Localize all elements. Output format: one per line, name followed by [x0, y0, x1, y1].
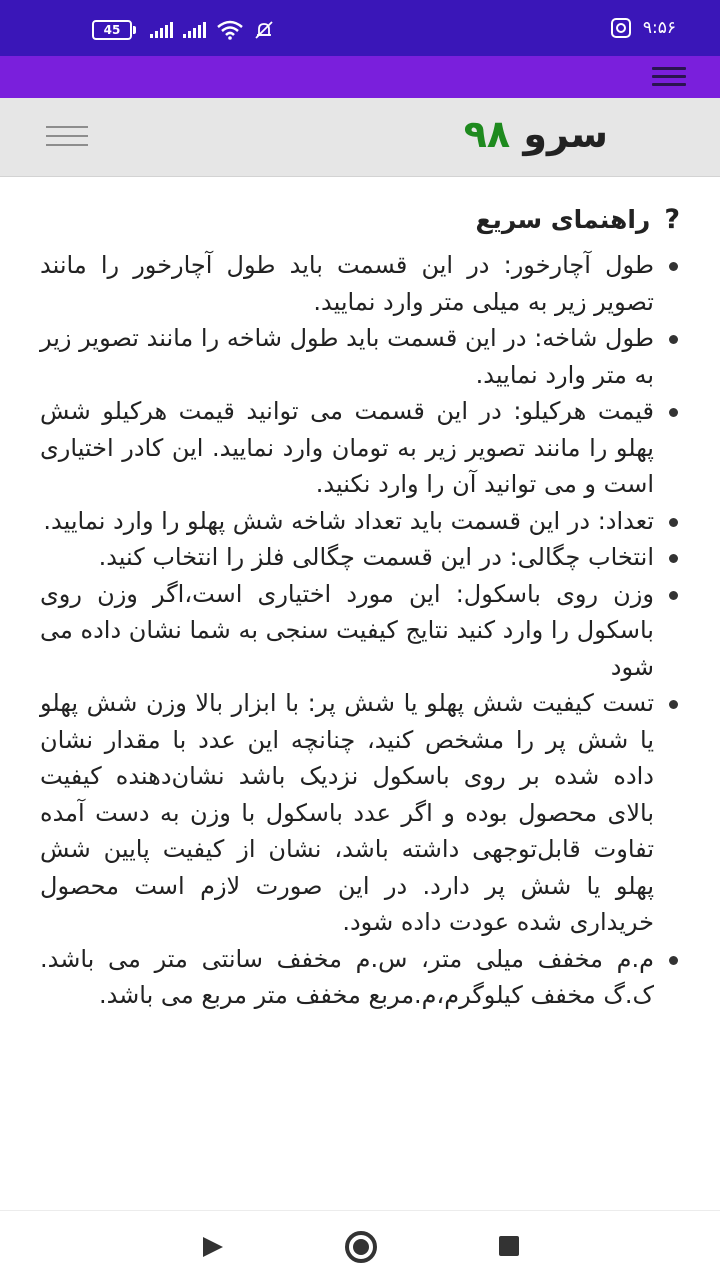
status-right	[611, 18, 676, 38]
signal-icon	[183, 22, 206, 38]
recent-apps-icon[interactable]	[499, 1236, 519, 1256]
site-logo[interactable]	[464, 112, 608, 156]
guide-list	[40, 247, 680, 1014]
list-item: قیمت هرکیلو: در این قسمت می توانید قیمت هرکیلو شش پهلو را مانند تصویر زیر به تومان وارد نمایید. این کادر اختیاری است و می توانید آن را وارد نکنید.	[40, 393, 680, 503]
app-menu-icon[interactable]	[652, 67, 686, 87]
hamburger-menu-icon[interactable]	[46, 126, 88, 148]
list-item: م.م مخفف میلی متر، س.م مخفف سانتی متر می باشد. ک.گ مخفف کیلوگرم،م.مربع مخفف متر مربع می باشد.	[40, 941, 680, 1014]
list-item: طول آچارخور: در این قسمت باید طول آچارخور را مانند تصویر زیر به میلی متر وارد نمایید.	[40, 247, 680, 320]
list-item: انتخاب چگالی: در این قسمت چگالی فلز را انتخاب کنید.	[40, 539, 680, 576]
logo-number: ۹۸	[463, 112, 511, 156]
guide-heading	[0, 204, 680, 235]
list-item: تعداد: در این قسمت باید تعداد شاخه شش پهلو را وارد نمایید.	[40, 503, 680, 540]
site-header	[0, 98, 720, 177]
navigation-bar	[0, 1210, 720, 1281]
question-mark-icon: ?	[664, 204, 680, 235]
status-indicators	[92, 18, 274, 42]
instagram-icon	[611, 18, 631, 38]
wifi-icon	[216, 20, 244, 40]
home-icon[interactable]	[345, 1231, 377, 1263]
bell-muted-icon	[254, 20, 274, 40]
status-bar	[0, 0, 720, 56]
page-content	[0, 176, 720, 1210]
status-time: ۹:۵۶	[642, 18, 676, 38]
logo-word: سرو	[523, 112, 608, 156]
battery-icon	[92, 20, 132, 40]
app-toolbar	[0, 56, 720, 98]
list-item: وزن روی باسکول: این مورد اختیاری است،اگر وزن روی باسکول را وارد کنید نتایج کیفیت سنجی به شما نشان داده می شود	[40, 576, 680, 686]
list-item: طول شاخه: در این قسمت باید طول شاخه را مانند تصویر زیر به متر وارد نمایید.	[40, 320, 680, 393]
guide-title: راهنمای سریع	[475, 205, 651, 234]
signal-icon	[150, 22, 173, 38]
list-item: تست کیفیت شش پهلو یا شش پر: با ابزار بالا وزن شش پهلو یا شش پر را مشخص کنید، چنانچه این عدد با مقدار نشان داده شده بر روی باسکول نزدیک باشد نشان‌دهنده کیفیت بالای محصول بوده و اگر عدد باسکول با وزن به دست آمده تفاوت قابل‌توجهی داشته باشد، نشان از کیفیت پایین شش پهلو یا شش پر دارد. در این صورت لازم است محصول خریداری شده عودت داده شود.	[40, 685, 680, 941]
battery-level: 45	[103, 23, 121, 37]
back-icon[interactable]	[203, 1237, 223, 1257]
